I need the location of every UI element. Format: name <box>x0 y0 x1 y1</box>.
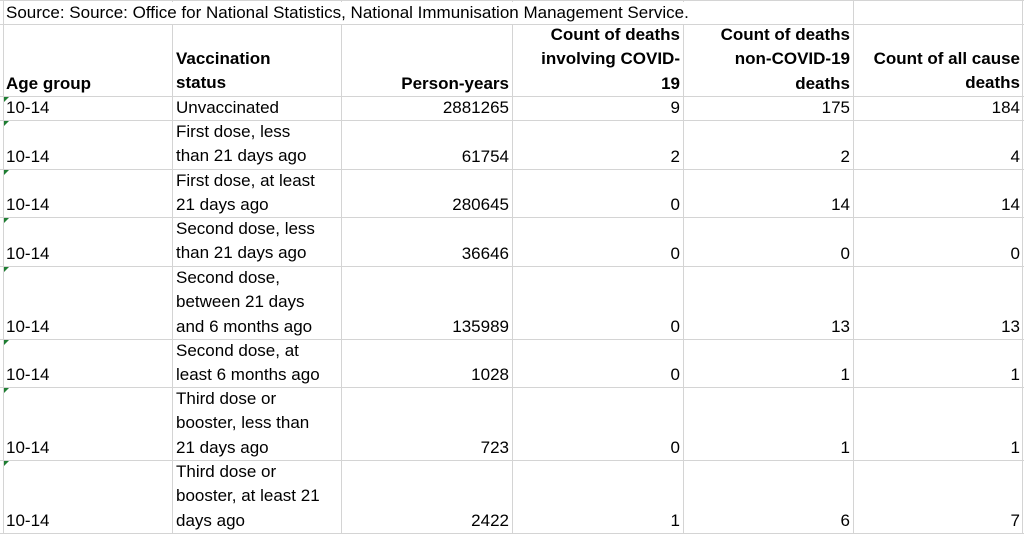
cell-person-years[interactable]: 1028 <box>471 365 509 384</box>
cell-all-cause-deaths[interactable]: 184 <box>991 98 1020 117</box>
cell-age[interactable]: 10-14 <box>6 511 50 530</box>
source-note: Source: Source: Office for National Statistics, National Immunisation Management Service. <box>6 2 693 24</box>
header-vaccination-status[interactable]: Vaccination status <box>176 49 271 93</box>
cell-status[interactable]: Unvaccinated <box>176 98 280 117</box>
cell-all-cause-deaths[interactable]: 13 <box>1001 317 1020 336</box>
cell-status[interactable]: Third dose or booster, at least 21 days ago <box>176 462 320 530</box>
cell-person-years[interactable]: 723 <box>480 438 509 457</box>
cell-covid-deaths[interactable]: 0 <box>670 438 680 457</box>
header-age-group[interactable]: Age group <box>6 74 91 93</box>
cell-age[interactable]: 10-14 <box>6 195 50 214</box>
cell-non-covid-deaths[interactable]: 175 <box>821 98 850 117</box>
cell-covid-deaths[interactable]: 0 <box>670 244 680 263</box>
cell-all-cause-deaths[interactable]: 0 <box>1010 244 1020 263</box>
cell-non-covid-deaths[interactable]: 14 <box>831 195 850 214</box>
cell-status[interactable]: Second dose, less than 21 days ago <box>176 219 315 263</box>
cell-person-years[interactable]: 135989 <box>452 317 509 336</box>
cell-covid-deaths[interactable]: 0 <box>670 195 680 214</box>
cell-status[interactable]: First dose, less than 21 days ago <box>176 122 307 166</box>
cell-non-covid-deaths[interactable]: 1 <box>840 438 850 457</box>
cell-covid-deaths[interactable]: 0 <box>670 317 680 336</box>
cell-all-cause-deaths[interactable]: 7 <box>1010 511 1020 530</box>
cell-person-years[interactable]: 2422 <box>471 511 509 530</box>
cell-status[interactable]: Second dose, at least 6 months ago <box>176 341 320 385</box>
header-non-covid-deaths[interactable]: Count of deaths non-COVID-19 deaths <box>720 25 850 93</box>
cell-non-covid-deaths[interactable]: 6 <box>840 511 850 530</box>
cell-all-cause-deaths[interactable]: 14 <box>1001 195 1020 214</box>
cell-all-cause-deaths[interactable]: 1 <box>1010 438 1020 457</box>
cell-status[interactable]: Second dose, between 21 days and 6 months ago <box>176 268 313 336</box>
cell-non-covid-deaths[interactable]: 13 <box>831 317 850 336</box>
cell-status[interactable]: Third dose or booster, less than 21 days ago <box>176 389 310 457</box>
cell-age[interactable]: 10-14 <box>6 317 50 336</box>
cell-person-years[interactable]: 280645 <box>452 195 509 214</box>
cell-covid-deaths[interactable]: 1 <box>670 511 680 530</box>
cell-all-cause-deaths[interactable]: 1 <box>1010 365 1020 384</box>
cell-person-years[interactable]: 36646 <box>461 244 509 263</box>
cell-covid-deaths[interactable]: 2 <box>670 147 680 166</box>
cell-person-years[interactable]: 61754 <box>461 147 509 166</box>
cell-covid-deaths[interactable]: 9 <box>670 98 680 117</box>
header-person-years[interactable]: Person-years <box>401 74 509 93</box>
header-all-cause-deaths[interactable]: Count of all cause deaths <box>873 49 1020 93</box>
cell-age[interactable]: 10-14 <box>6 98 50 117</box>
cell-all-cause-deaths[interactable]: 4 <box>1010 147 1020 166</box>
cell-age[interactable]: 10-14 <box>6 147 50 166</box>
cell-covid-deaths[interactable]: 0 <box>670 365 680 384</box>
cell-person-years[interactable]: 2881265 <box>442 98 509 117</box>
cell-non-covid-deaths[interactable]: 1 <box>840 365 850 384</box>
cell-age[interactable]: 10-14 <box>6 438 50 457</box>
header-covid-deaths[interactable]: Count of deaths involving COVID- 19 <box>541 25 680 93</box>
cell-non-covid-deaths[interactable]: 0 <box>840 244 850 263</box>
cell-non-covid-deaths[interactable]: 2 <box>840 147 850 166</box>
cell-age[interactable]: 10-14 <box>6 365 50 384</box>
cell-status[interactable]: First dose, at least 21 days ago <box>176 171 315 215</box>
cell-age[interactable]: 10-14 <box>6 244 50 263</box>
